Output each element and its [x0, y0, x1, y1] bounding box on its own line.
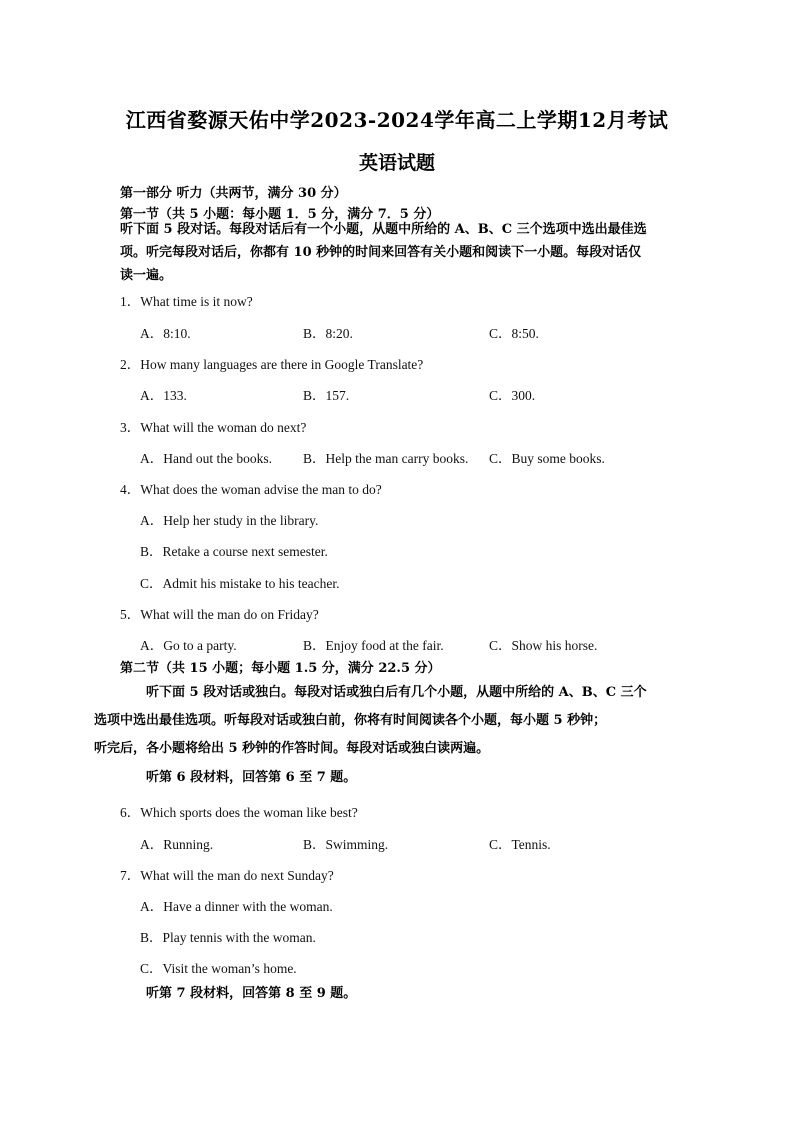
section1-heading: 第一节（共 5 小题：每小题 1．5 分，满分 7．5 分）: [120, 207, 440, 222]
option-b: B．Swimming.: [303, 837, 389, 852]
part1-heading: 第一部分 听力（共两节，满分 30 分）: [120, 186, 347, 201]
question-stem: 5．What will the man do on Friday?: [120, 607, 319, 622]
option-a: A．Running.: [140, 837, 214, 852]
question-stem: 6．Which sports does the woman like best?: [120, 805, 358, 820]
option-b: B．157.: [303, 388, 350, 403]
option-c: C．8:50.: [489, 326, 539, 341]
option-b: B．Enjoy food at the fair.: [303, 638, 444, 653]
option-b: B．Retake a course next semester.: [140, 544, 328, 559]
option-b: B．Play tennis with the woman.: [140, 930, 316, 945]
material-7-note: 听第 7 段材料，回答第 8 至 9 题。: [146, 986, 357, 1001]
section1-instructions: [120, 218, 675, 287]
instruction-line: 选项中选出最佳选项。听每段对话或独白前，你将有时间阅读各个小题，每小题 5 秒钟；: [94, 713, 607, 728]
option-a: A．Help her study in the library.: [140, 513, 319, 528]
option-c: C．Tennis.: [489, 837, 551, 852]
question-stem: 2．How many languages are there in Google Translate?: [120, 357, 424, 372]
option-b: B．Help the man carry books.: [303, 451, 469, 466]
instruction-line: 听下面 5 段对话。每段对话后有一个小题，从题中所给的 A、B、C 三个选项中选出最佳选: [120, 222, 647, 237]
question-stem: 3．What will the woman do next?: [120, 420, 307, 435]
option-c: C．Show his horse.: [489, 638, 598, 653]
section2-heading: 第二节（共 15 小题；每小题 1.5 分，满分 22.5 分）: [120, 661, 441, 676]
option-a: A．Have a dinner with the woman.: [140, 899, 333, 914]
option-a: A．Go to a party.: [140, 638, 237, 653]
question-stem: 7．What will the man do next Sunday?: [120, 868, 334, 883]
material-6-note: 听第 6 段材料，回答第 6 至 7 题。: [146, 770, 357, 785]
option-c: C．Buy some books.: [489, 451, 605, 466]
instruction-line: 项。听完每段对话后，你都有 10 秒钟的时间来回答有关小题和阅读下一小题。每段对话仅: [120, 245, 642, 260]
option-a: A．Hand out the books.: [140, 451, 272, 466]
exam-title: 江西省婺源天佑中学2023-2024学年高二上学期12月考试: [125, 108, 669, 132]
option-c: C．Visit the woman’s home.: [140, 961, 297, 976]
question-stem: 1．What time is it now?: [120, 294, 253, 309]
exam-subtitle: 英语试题: [358, 152, 435, 174]
instruction-line: 听完后，各小题将给出 5 秒钟的作答时间。每段对话或独白读两遍。: [94, 741, 490, 756]
option-a: A．8:10.: [140, 326, 191, 341]
instruction-line: 听下面 5 段对话或独白。每段对话或独白后有几个小题，从题中所给的 A、B、C 三个: [146, 685, 647, 700]
section2-instructions: [94, 679, 676, 763]
option-c: C．Admit his mistake to his teacher.: [140, 576, 340, 591]
option-b: B．8:20.: [303, 326, 353, 341]
instruction-line: 读一遍。: [120, 268, 173, 283]
option-a: A．133.: [140, 388, 187, 403]
option-c: C．300.: [489, 388, 536, 403]
question-stem: 4．What does the woman advise the man to do?: [120, 482, 382, 497]
